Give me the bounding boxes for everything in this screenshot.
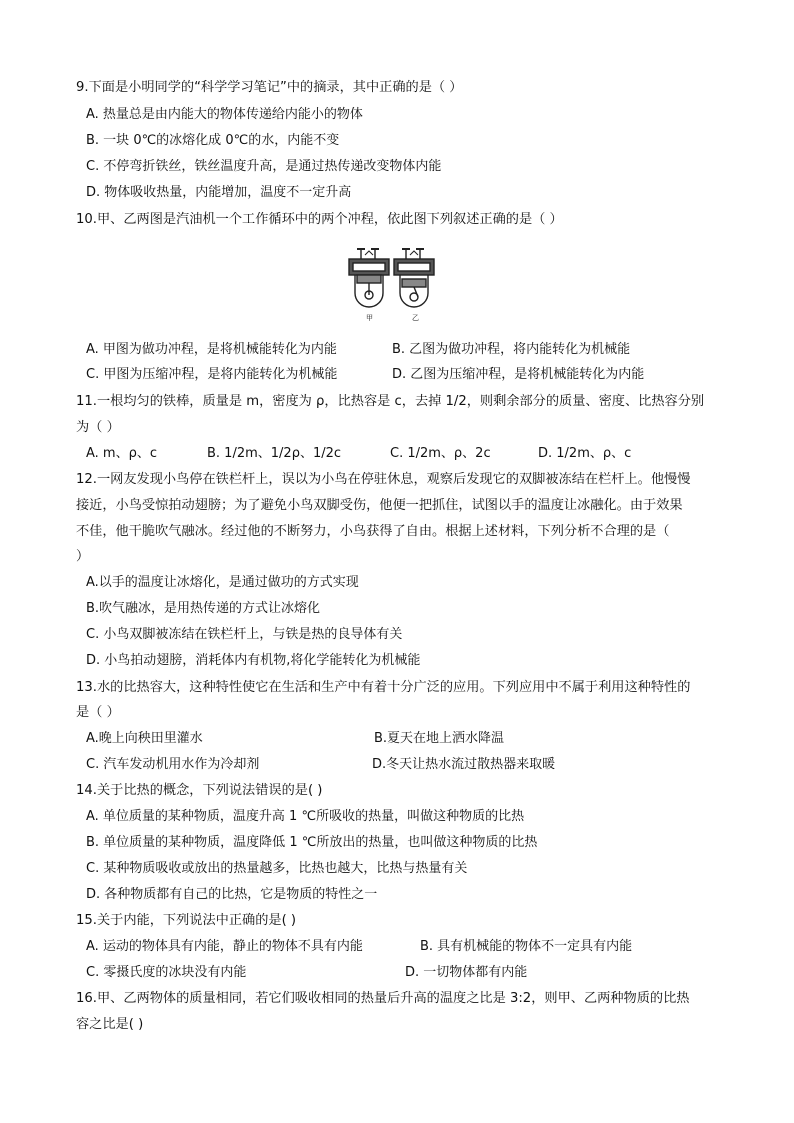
q13-option-b: B.夏天在地上洒水降温: [374, 731, 505, 746]
q12-option-b: B.吹气融冰，是用热传递的方式让冰熔化: [86, 601, 321, 616]
question-10-stem: 10.甲、乙两图是汽油机一个工作循环中的两个冲程，依此图下列叙述正确的是（ ）: [76, 212, 563, 227]
q9-option-c: C. 不停弯折铁丝，铁丝温度升高，是通过热传递改变物体内能: [86, 159, 442, 174]
question-12-stem-line3: 不佳，他干脆吹气融冰。经过他的不断努力，小鸟获得了自由。根据上述材料，下列分析不合理的是（: [76, 524, 670, 539]
q10-option-d: D. 乙图为压缩冲程，是将机械能转化为内能: [392, 367, 645, 382]
question-14-stem: 14.关于比热的概念，下列说法错误的是( ): [76, 783, 323, 798]
q12-option-c: C. 小鸟双脚被冻结在铁栏杆上，与铁是热的良导体有关: [86, 627, 403, 642]
q11-option-b: B. 1/2m、1/2ρ、1/2c: [207, 446, 342, 461]
question-12-stem-line4: ）: [76, 549, 90, 564]
q12-option-a: A.以手的温度让冰熔化，是通过做功的方式实现: [86, 575, 359, 590]
question-16-stem-line1: 16.甲、乙两物体的质量相同，若它们吸收相同的热量后升高的温度之比是 3:2，则甲、乙两种物质的比热: [76, 991, 690, 1006]
question-13-stem-line2: 是（ ）: [76, 705, 120, 720]
question-11-stem-line2: 为（ ）: [76, 420, 120, 435]
q14-option-c: C. 某种物质吸收或放出的热量越多，比热也越大，比热与热量有关: [86, 861, 468, 876]
question-12-stem-line1: 12.一网友发现小鸟停在铁栏杆上，误以为小鸟在停驻休息，观察后发现它的双脚被冻结在栏杆上。他慢慢: [76, 472, 691, 487]
q10-option-a: A. 甲图为做功冲程，是将机械能转化为内能: [86, 342, 337, 357]
q11-option-c: C. 1/2m、ρ、2c: [390, 446, 491, 461]
q10-option-c: C. 甲图为压缩冲程，是将内能转化为机械能: [86, 367, 338, 382]
q12-option-d: D. 小鸟拍动翅膀，消耗体内有机物,将化学能转化为机械能: [86, 653, 421, 668]
q15-option-b: B. 具有机械能的物体不一定具有内能: [420, 939, 633, 954]
q13-option-a: A.晚上向秧田里灌水: [86, 731, 203, 746]
q15-option-a: A. 运动的物体具有内能，静止的物体不具有内能: [86, 939, 363, 954]
question-13-stem-line1: 13.水的比热容大，这种特性使它在生活和生产中有着十分广泛的应用。下列应用中不属于利用这种特性的: [76, 680, 691, 695]
q13-option-c: C. 汽车发动机用水作为冷却剂: [86, 757, 260, 772]
q9-option-b: B. 一块 0℃的冰熔化成 0℃的水，内能不变: [86, 133, 340, 148]
q9-option-d: D. 物体吸收热量，内能增加，温度不一定升高: [86, 185, 352, 200]
q14-option-a: A. 单位质量的某种物质，温度升高 1 ℃所吸收的热量，叫做这种物质的比热: [86, 809, 525, 824]
figure-label-jia: 甲: [366, 314, 373, 322]
question-16-stem-line2: 容之比是( ): [76, 1017, 144, 1032]
engine-jia-diagram: [349, 249, 389, 307]
engine-yi-diagram: [394, 249, 434, 307]
q13-option-d: D.冬天让热水流过散热器来取暖: [372, 757, 556, 772]
figure-label-yi: 乙: [412, 314, 419, 322]
q11-option-d: D. 1/2m、ρ、c: [538, 446, 632, 461]
engine-strokes-figure: [345, 245, 439, 325]
question-9-stem: 9.下面是小明同学的“科学学习笔记”中的摘录，其中正确的是（ ）: [76, 80, 463, 95]
question-12-stem-line2: 接近，小鸟受惊拍动翅膀；为了避免小鸟双脚受伤，他便一把抓住，试图以手的温度让冰融化。由于效果: [76, 498, 683, 513]
question-15-stem: 15.关于内能，下列说法中正确的是( ): [76, 913, 297, 928]
question-11-stem-line1: 11.一根均匀的铁棒，质量是 m，密度为 ρ，比热容是 c，去掉 1/2，则剩余部分的质量、密度、比热容分别: [76, 394, 705, 409]
q10-option-b: B. 乙图为做功冲程，将内能转化为机械能: [392, 342, 631, 357]
q11-option-a: A. m、ρ、c: [86, 446, 157, 461]
q14-option-b: B. 单位质量的某种物质，温度降低 1 ℃所放出的热量，也叫做这种物质的比热: [86, 835, 538, 850]
q9-option-a: A. 热量总是由内能大的物体传递给内能小的物体: [86, 107, 363, 122]
q15-option-c: C. 零摄氏度的冰块没有内能: [86, 965, 247, 980]
q14-option-d: D. 各种物质都有自己的比热，它是物质的特性之一: [86, 887, 378, 902]
q15-option-d: D. 一切物体都有内能: [405, 965, 528, 980]
